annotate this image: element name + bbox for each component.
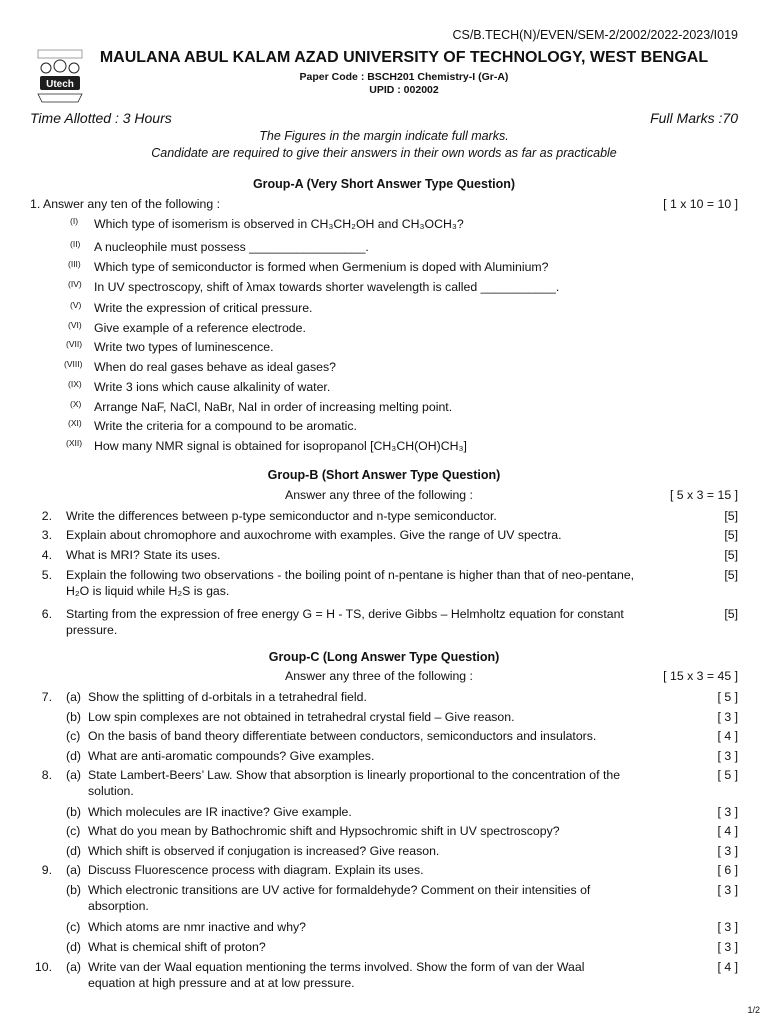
part-label: (a) bbox=[66, 960, 82, 974]
part-label: (d) bbox=[66, 749, 82, 763]
question-marks: [ 4 ] bbox=[717, 960, 738, 974]
list-item: In UV spectroscopy, shift of λmax towards shorter wavelength is called ___________. bbox=[94, 280, 560, 294]
part-label: (d) bbox=[66, 940, 82, 954]
list-item: Write the criteria for a compound to be aromatic. bbox=[94, 419, 357, 433]
question-marks: [ 3 ] bbox=[717, 920, 738, 934]
time-allotted: Time Allotted : 3 Hours bbox=[30, 110, 172, 126]
list-item-continued: pressure. bbox=[66, 623, 118, 637]
list-item: Which shift is observed if conjugation is increased? Give reason. bbox=[88, 844, 440, 858]
question-marks: [ 3 ] bbox=[717, 710, 738, 724]
group-c-lead: Answer any three of the following : bbox=[285, 669, 473, 683]
part-label: (a) bbox=[66, 863, 82, 877]
list-item: Low spin complexes are not obtained in tetrahedral crystal field – Give reason. bbox=[88, 710, 515, 724]
question-marks: [ 6 ] bbox=[717, 863, 738, 877]
part-label: (b) bbox=[66, 883, 82, 897]
group-a-marks: [ 1 x 10 = 10 ] bbox=[663, 197, 738, 211]
instruction-line-2: Candidate are required to give their answers in their own words as far as practicable bbox=[151, 146, 617, 160]
list-item: What is chemical shift of proton? bbox=[88, 940, 266, 954]
paper-code: Paper Code : BSCH201 Chemistry-I (Gr-A) bbox=[299, 71, 509, 83]
question-number: 3. bbox=[41, 528, 52, 542]
item-number: (VII) bbox=[66, 339, 83, 349]
question-number: 9. bbox=[41, 863, 52, 877]
list-item: State Lambert-Beers’ Law. Show that absorption is linearly proportional to the concentration of the bbox=[88, 768, 621, 782]
list-item: Write the differences between p-type semiconductor and n-type semiconductor. bbox=[66, 509, 497, 523]
group-a-title: Group-A (Very Short Answer Type Question) bbox=[252, 177, 516, 191]
question-marks: [5] bbox=[724, 607, 738, 621]
part-label: (c) bbox=[66, 824, 81, 838]
list-item: When do real gases behave as ideal gases? bbox=[94, 360, 336, 374]
list-item: Explain the following two observations - the boiling point of n-pentane is higher than that of neo-pentane, bbox=[66, 568, 635, 582]
university-name: MAULANA ABUL KALAM AZAD UNIVERSITY OF TECHNOLOGY, WEST BENGAL bbox=[99, 49, 709, 66]
item-number: (II) bbox=[70, 239, 81, 249]
question-number: 6. bbox=[41, 607, 52, 621]
list-item-continued: solution. bbox=[88, 784, 134, 798]
list-item: Discuss Fluorescence process with diagram. Explain its uses. bbox=[88, 863, 424, 877]
group-a-lead: 1. Answer any ten of the following : bbox=[30, 197, 221, 211]
question-marks: [ 3 ] bbox=[717, 749, 738, 763]
list-item: Which molecules are IR inactive? Give example. bbox=[88, 805, 352, 819]
part-label: (a) bbox=[66, 690, 82, 704]
list-item: Which electronic transitions are UV active for formaldehyde? Comment on their intensities of bbox=[88, 883, 591, 897]
item-number: (XII) bbox=[66, 438, 83, 448]
question-marks: [5] bbox=[724, 568, 738, 582]
list-item: A nucleophile must possess _________________. bbox=[94, 240, 369, 254]
list-item: Starting from the expression of free energy G = H - TS, derive Gibbs – Helmholtz equation for constant bbox=[66, 607, 624, 621]
list-item: Write 3 ions which cause alkalinity of water. bbox=[94, 380, 331, 394]
question-marks: [ 3 ] bbox=[717, 844, 738, 858]
item-number: (III) bbox=[68, 259, 81, 269]
group-c-marks: [ 15 x 3 = 45 ] bbox=[663, 669, 738, 683]
part-label: (d) bbox=[66, 844, 82, 858]
list-item-continued: absorption. bbox=[88, 899, 149, 913]
question-marks: [5] bbox=[724, 528, 738, 542]
item-number: (VI) bbox=[68, 320, 82, 330]
list-item: Write the expression of critical pressure. bbox=[94, 301, 313, 315]
question-number: 8. bbox=[41, 768, 52, 782]
logo-text: Utech bbox=[46, 79, 74, 90]
list-item: Write van der Waal equation mentioning the terms involved. Show the form of van der Waal bbox=[88, 960, 585, 974]
instruction-line-1: The Figures in the margin indicate full marks. bbox=[259, 129, 509, 143]
list-item: What do you mean by Bathochromic shift and Hypsochromic shift in UV spectroscopy? bbox=[88, 824, 560, 838]
question-number: 10. bbox=[34, 960, 52, 974]
group-b-marks: [ 5 x 3 = 15 ] bbox=[669, 488, 738, 502]
full-marks: Full Marks :70 bbox=[650, 110, 738, 126]
group-c-title: Group-C (Long Answer Type Question) bbox=[268, 650, 500, 664]
list-item: Show the splitting of d-orbitals in a tetrahedral field. bbox=[88, 690, 367, 704]
question-number: 2. bbox=[41, 509, 52, 523]
question-marks: [ 3 ] bbox=[717, 805, 738, 819]
question-marks: [ 5 ] bbox=[717, 768, 738, 782]
question-marks: [ 3 ] bbox=[717, 883, 738, 897]
list-item: Give example of a reference electrode. bbox=[94, 321, 306, 335]
question-marks: [5] bbox=[724, 548, 738, 562]
item-number: (XI) bbox=[68, 418, 82, 428]
group-b-lead: Answer any three of the following : bbox=[285, 488, 473, 502]
question-number: 7. bbox=[41, 690, 52, 704]
list-item: How many NMR signal is obtained for isopropanol [CH₃CH(OH)CH₃] bbox=[94, 439, 467, 453]
part-label: (c) bbox=[66, 920, 81, 934]
item-number: (VIII) bbox=[64, 359, 83, 369]
item-number: (I) bbox=[70, 216, 79, 226]
list-item: On the basis of band theory differentiate between conductors, semiconductors and insulators. bbox=[88, 729, 597, 743]
page-number: 1/2 bbox=[747, 1004, 760, 1015]
item-number: (IX) bbox=[68, 379, 82, 389]
part-label: (c) bbox=[66, 729, 81, 743]
item-number: (V) bbox=[70, 300, 82, 310]
question-marks: [ 5 ] bbox=[717, 690, 738, 704]
question-number: 4. bbox=[41, 548, 52, 562]
question-marks: [5] bbox=[724, 509, 738, 523]
question-marks: [ 4 ] bbox=[717, 824, 738, 838]
item-number: (IV) bbox=[68, 279, 82, 289]
item-number: (X) bbox=[70, 399, 82, 409]
list-item-continued: equation at high pressure and at at low pressure. bbox=[88, 976, 355, 990]
list-item: Which atoms are nmr inactive and why? bbox=[88, 920, 307, 934]
part-label: (b) bbox=[66, 805, 82, 819]
list-item: Explain about chromophore and auxochrome with examples. Give the range of UV spectra. bbox=[66, 528, 562, 542]
part-label: (a) bbox=[66, 768, 82, 782]
list-item: What are anti-aromatic compounds? Give examples. bbox=[88, 749, 375, 763]
part-label: (b) bbox=[66, 710, 82, 724]
list-item: Which type of semiconductor is formed when Germenium is doped with Aluminium? bbox=[94, 260, 549, 274]
upid: UPID : 002002 bbox=[369, 84, 439, 96]
list-item: Arrange NaF, NaCl, NaBr, NaI in order of increasing melting point. bbox=[94, 400, 453, 414]
list-item: Write two types of luminescence. bbox=[94, 340, 274, 354]
group-b-title: Group-B (Short Answer Type Question) bbox=[267, 468, 501, 482]
list-item: What is MRI? State its uses. bbox=[66, 548, 221, 562]
question-number: 5. bbox=[41, 568, 52, 582]
paper-reference-code: CS/B.TECH(N)/EVEN/SEM-2/2002/2022-2023/I019 bbox=[452, 28, 738, 42]
list-item: Which type of isomerism is observed in CH₃CH₂OH and CH₃OCH₃? bbox=[94, 217, 464, 231]
question-marks: [ 3 ] bbox=[717, 940, 738, 954]
question-marks: [ 4 ] bbox=[717, 729, 738, 743]
list-item-continued: H₂O is liquid while H₂S is gas. bbox=[66, 584, 230, 598]
